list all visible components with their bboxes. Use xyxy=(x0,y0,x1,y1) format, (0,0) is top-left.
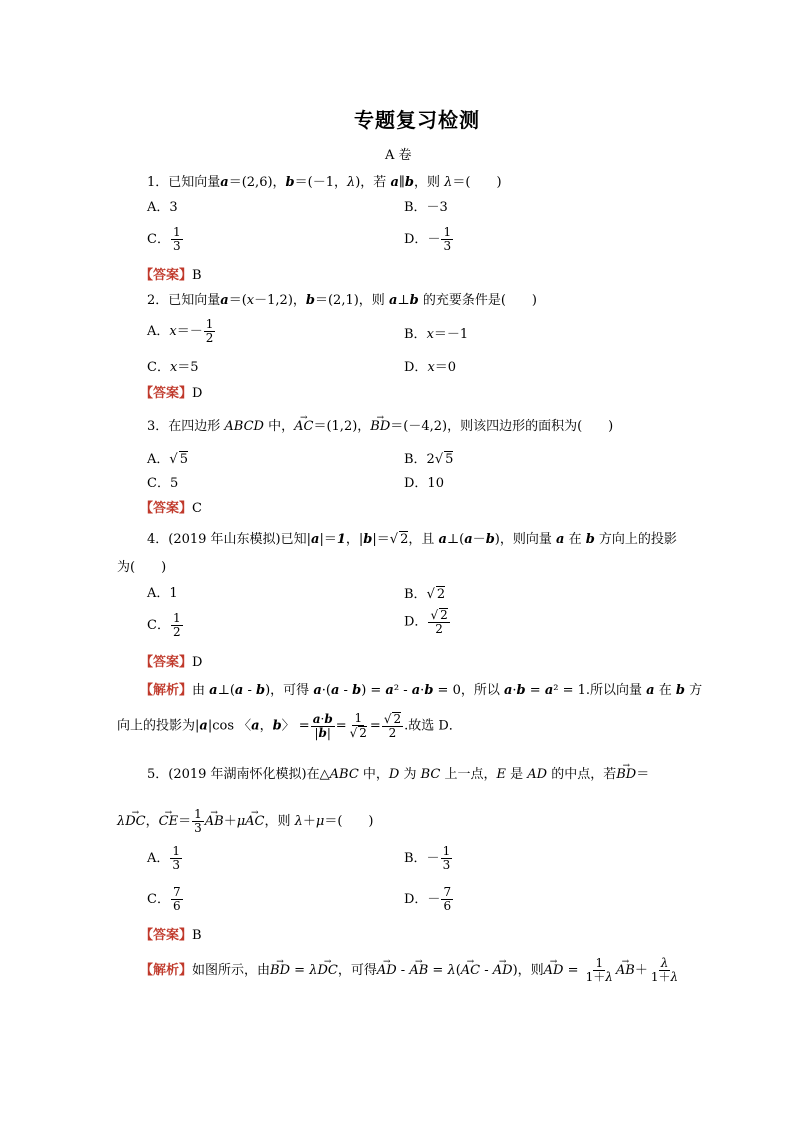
q1-option-d: D．－ $\frac{1}{3}$ xyxy=(404,225,452,253)
q5-answer: 【答案】B xyxy=(140,928,202,943)
q4-analysis-line2: 向上的投影为|a|cos 〈a，b〉 = $\frac{a\cdot b}{|b|}$ = $\frac{1}{√ 2}$ = $\frac{√ 2}{2}$ .故选 D． xyxy=(117,711,462,740)
question-5: 5．(2019 年湖南怀化模拟)在△ABC 中，D 为 BC 上一点，E 是 AD 的中点，若→ BD＝ xyxy=(147,767,649,783)
q3-option-d: D．10 xyxy=(404,476,444,491)
q1-option-a: A．3 xyxy=(147,200,178,215)
q4-option-d: D． $\frac{√ 2}{2}$ xyxy=(404,608,448,636)
q2-option-c: C．x＝5 xyxy=(147,360,199,375)
question-2: 2．已知向量a＝(x－1,2)，b＝(2,1)，则 a⊥b 的充要条件是( ) xyxy=(147,293,537,308)
q1-answer: 【答案】B xyxy=(140,268,202,283)
q5-option-d: D．－ $\frac{7}{6}$ xyxy=(404,885,452,913)
q4-option-b: B．√ 2 xyxy=(404,587,446,602)
q2-option-d: D．x＝0 xyxy=(404,360,457,375)
q4-option-a: A．1 xyxy=(147,586,178,601)
question-1: 1．已知向量a＝(2,6)，b＝(－1，λ)，若 a∥b，则 λ＝( ) xyxy=(147,175,502,190)
question-4: 4．(2019 年山东模拟)已知|a|＝1，|b|＝√ 2，且 a⊥(a－b)，则向量 a 在 b 方向上的投影 xyxy=(147,532,677,547)
q2-option-a: A．x＝－ $\frac{1}{2}$ xyxy=(147,317,214,345)
q4-option-c: C． $\frac{1}{2}$ xyxy=(147,611,181,639)
q3-option-b: B．2√ 5 xyxy=(404,452,454,467)
q5-analysis: 【解析】如图所示，由→ BD = λ→ DC，可得→ AD - → AB = λ(→ AC - → AD)，则→ AD = $\frac{1}{1+\lambda}$ → AB＋ $\frac{\lambda}{1+\lambda}$ xyxy=(140,957,681,984)
question-5-line2: λ→ DC，→ CE＝ $\frac{1}{3}$ → AB＋μ→ AC，则 λ＋μ＝( ) xyxy=(117,808,374,835)
q2-answer: 【答案】D xyxy=(140,386,203,401)
q3-option-c: C．5 xyxy=(147,476,179,491)
section-label: A 卷 xyxy=(385,148,412,163)
q3-option-a: A．√ 5 xyxy=(147,452,188,467)
q1-option-b: B．－3 xyxy=(404,200,448,215)
q5-option-a: A． $\frac{1}{3}$ xyxy=(147,844,181,872)
q1-option-c: C． $\frac{1}{3}$ xyxy=(147,225,181,253)
q5-option-b: B．－ $\frac{1}{3}$ xyxy=(404,844,451,872)
question-4-line2: 为( ) xyxy=(117,560,167,575)
q3-answer: 【答案】C xyxy=(140,501,202,516)
question-3: 3．在四边形 ABCD 中，→ AC＝(1,2)，→ BD＝(－4,2)，则该四边形的面积为( ) xyxy=(147,419,613,435)
q5-option-c: C． $\frac{7}{6}$ xyxy=(147,885,181,913)
q2-option-b: B．x＝－1 xyxy=(404,327,469,342)
page-title: 专题复习检测 xyxy=(354,108,480,132)
q4-analysis-line1: 【解析】由 a⊥(a - b)，可得 a·(a - b) = a² - a·b = 0，所以 a·b = a² = 1.所以向量 a 在 b 方 xyxy=(140,683,703,698)
q4-answer: 【答案】D xyxy=(140,655,203,670)
